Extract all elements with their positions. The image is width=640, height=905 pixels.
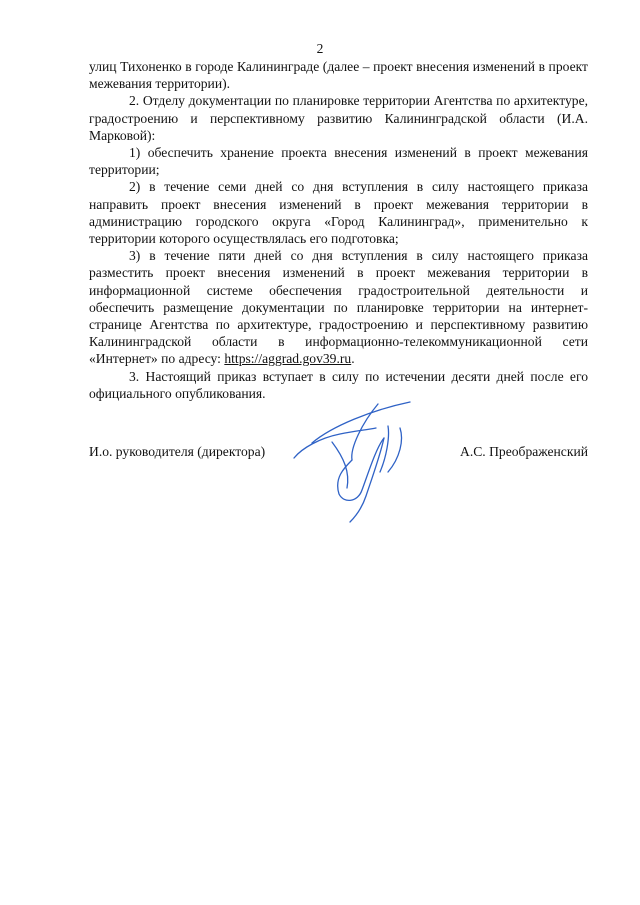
paragraph-item-2: 2. Отделу документации по планировке территории Агентства по архитектуре, градостроению и перспективному развитию Калининградской области (И.А. Марковой): (89, 93, 588, 143)
website-link[interactable]: https://aggrad.gov39.ru (224, 351, 352, 367)
signer-name: А.С. Преображенский (460, 444, 588, 459)
paragraph-subitem-3-text: 3) в течение пяти дней со дня вступления в силу настоящего приказа разместить проект внесения изменений в проект межевания территории в информационной системе обеспечения градостроительной деятельности и обеспечить размещение документации по планировке территории на интернет-странице Агентства по архитектуре, градостроению и перспективному развитию Калининградской области в информационно-телекоммуникационной сети «Интернет» по адресу: (89, 248, 588, 367)
document-body (89, 58, 588, 402)
handwritten-signature (292, 398, 422, 524)
paragraph-continuation: улиц Тихоненко в городе Калининграде (далее – проект внесения изменений в проект межевания территории). (89, 59, 588, 92)
paragraph-subitem-3 (89, 247, 588, 367)
paragraph-subitem-1: 1) обеспечить хранение проекта внесения изменений в проект межевания территории; (89, 145, 588, 178)
paragraph-subitem-3-end: . (351, 351, 355, 367)
paragraph-subitem-2: 2) в течение семи дней со дня вступления в силу настоящего приказа направить проект внесения изменений в проект межевания территории в администрацию городского округа «Город Калининград», применительно к территории которого осуществлялась его подготовка; (89, 179, 588, 247)
signer-title: И.о. руководителя (директора) (89, 444, 266, 459)
page-number: 2 (316, 41, 324, 56)
paragraph-item-3: 3. Настоящий приказ вступает в силу по истечении десяти дней после его официального опубликования. (89, 368, 588, 401)
